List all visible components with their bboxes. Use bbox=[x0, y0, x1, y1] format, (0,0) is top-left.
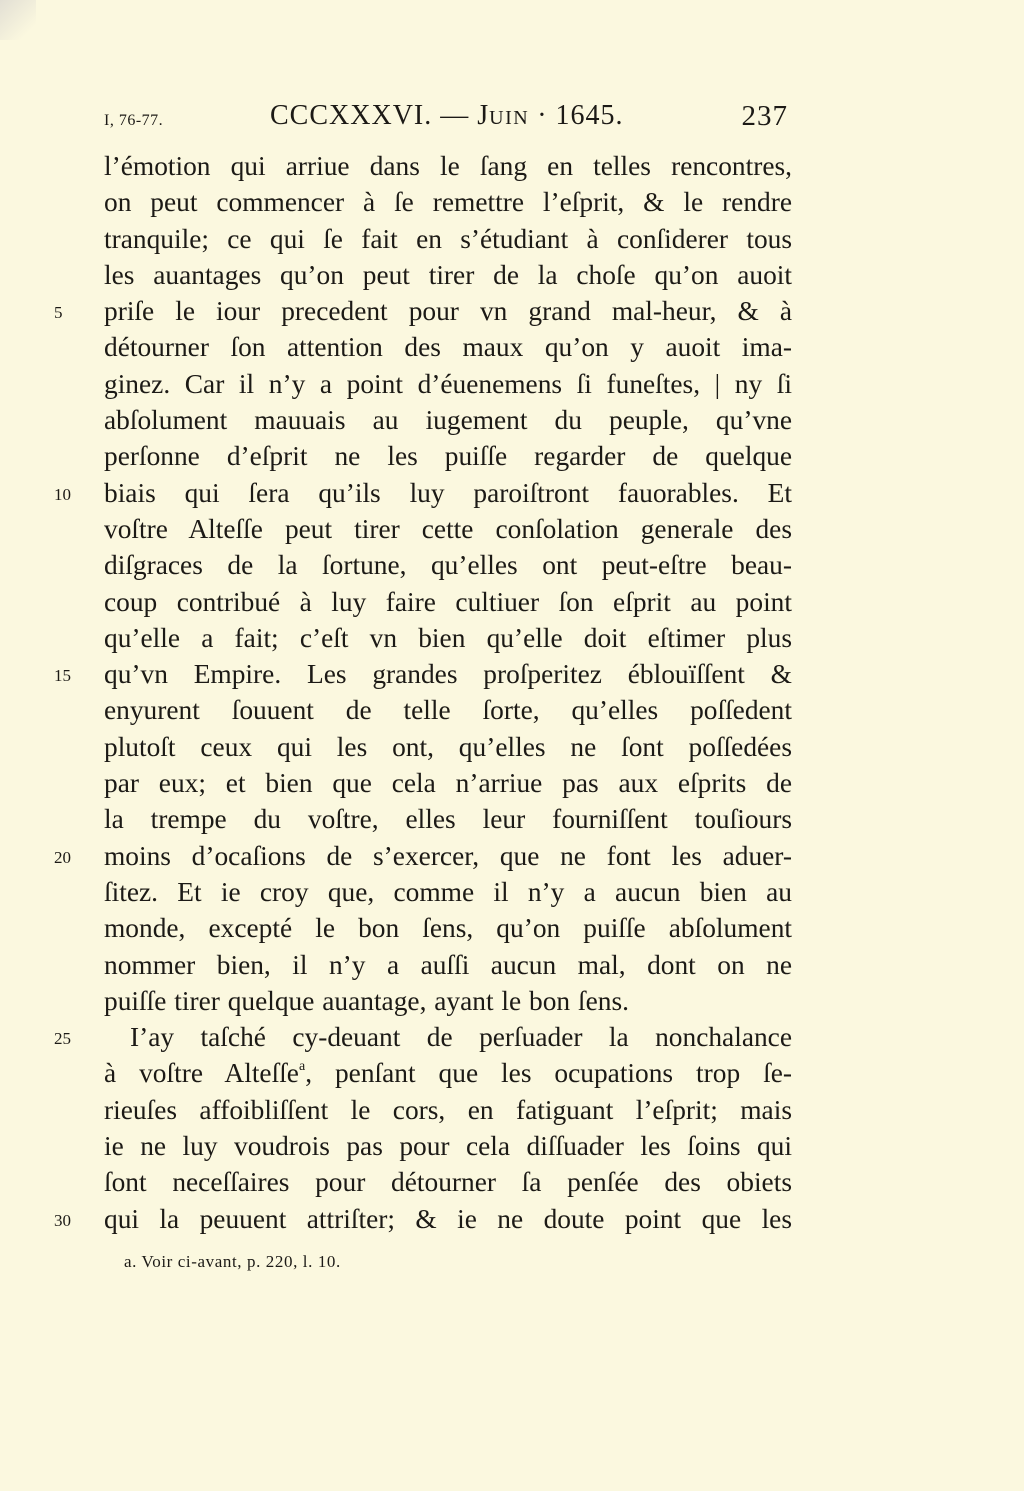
text-line bbox=[104, 1164, 792, 1200]
line-text: l’émotion qui arriue dans le ſang en telles rencontres, bbox=[104, 151, 792, 181]
line-text: tranquile; ce qui ſe fait en s’étudiant à conſiderer tous bbox=[104, 223, 792, 254]
body-text bbox=[54, 148, 792, 1237]
line-text: moins d’ocaſions de s’exercer, que ne font les aduer- bbox=[104, 840, 792, 871]
text-line bbox=[104, 983, 792, 1019]
text-line bbox=[104, 257, 792, 293]
source-reference: I, 76-77. bbox=[104, 112, 164, 129]
text-line bbox=[104, 801, 792, 837]
text-line bbox=[104, 1092, 792, 1128]
line-text: qu’vn Empire. Les grandes proſperitez éblouïſſent & bbox=[104, 659, 792, 690]
text-line bbox=[104, 511, 792, 547]
text-line bbox=[104, 366, 792, 402]
text-line bbox=[104, 692, 792, 728]
text-line bbox=[104, 1128, 792, 1164]
text-line bbox=[54, 475, 792, 511]
text-line bbox=[104, 620, 792, 656]
line-text: détourner ſon attention des maux qu’on y auoit ima- bbox=[104, 332, 792, 363]
text-line bbox=[104, 947, 792, 983]
text-line bbox=[104, 402, 792, 438]
text-line bbox=[104, 729, 792, 765]
text-line bbox=[104, 438, 792, 474]
text-line bbox=[104, 547, 792, 583]
line-text: biais qui ſera qu’ils luy paroiſtront fauorables. Et bbox=[104, 477, 792, 508]
line-text: plutoſt ceux qui les ont, qu’elles ne ſont poſſedées bbox=[104, 731, 792, 762]
line-text: nommer bien, il n’y a auſſi aucun mal, dont on ne bbox=[104, 949, 792, 980]
text-line bbox=[104, 221, 792, 257]
text-line bbox=[54, 838, 792, 874]
line-number: 15 bbox=[54, 666, 71, 686]
text-line bbox=[104, 874, 792, 910]
line-text: abſolument mauuais au iugement du peuple, qu’vne bbox=[104, 405, 792, 436]
line-text: diſgraces de la ſortune, qu’elles ont peut-eſtre beau- bbox=[104, 550, 792, 581]
line-text: à voſtre Alteſſe bbox=[104, 1058, 299, 1089]
text-line bbox=[104, 148, 792, 184]
line-text: ſont neceſſaires pour détourner ſa penſée des obiets bbox=[104, 1167, 792, 1198]
line-number: 10 bbox=[54, 484, 71, 504]
line-text: ſitez. Et ie croy que, comme il n’y a aucun bien au bbox=[104, 876, 792, 907]
line-text: puiſſe tirer quelque auantage, ayant le bon ſens. bbox=[104, 985, 629, 1016]
line-text: coup contribué à luy faire cultiuer ſon eſprit au point bbox=[104, 586, 792, 617]
page-number: 237 bbox=[741, 100, 788, 132]
line-number: 30 bbox=[54, 1210, 71, 1230]
line-number: 5 bbox=[54, 303, 63, 323]
letter-title bbox=[270, 100, 624, 132]
line-text: priſe le iour precedent pour vn grand mal-heur, & à bbox=[104, 296, 792, 327]
line-text: voſtre Alteſſe peut tirer cette conſolation generale des bbox=[104, 513, 792, 544]
footnote-marker: a bbox=[298, 1059, 306, 1075]
line-text: par eux; et bien que cela n’arriue pas aux eſprits de bbox=[104, 768, 792, 799]
text-line bbox=[54, 293, 792, 329]
line-text: enyurent ſouuent de telle ſorte, qu’elles poſſedent bbox=[104, 695, 792, 726]
text-line bbox=[54, 1201, 792, 1237]
text-line bbox=[104, 910, 792, 946]
letter-title-year: · 1645. bbox=[537, 100, 624, 131]
line-number: 25 bbox=[54, 1029, 71, 1049]
line-text: perſonne d’eſprit ne les puiſſe regarder de quelque bbox=[104, 441, 792, 472]
line-number: 20 bbox=[54, 847, 71, 867]
line-text: qu’elle a fait; c’eſt vn bien qu’elle doit eſtimer plus bbox=[104, 622, 792, 653]
line-text: monde, excepté le bon ſens, qu’on puiſſe abſolument bbox=[104, 913, 792, 944]
running-head bbox=[104, 100, 790, 140]
letter-title-main: CCCXXXVI. — J bbox=[270, 100, 490, 131]
line-text: rieuſes affoibliſſent le cors, en fatiguant l’eſprit; mais bbox=[104, 1094, 792, 1125]
text-line bbox=[104, 1055, 792, 1091]
line-text: on peut commencer à ſe remettre l’eſprit, & le rendre bbox=[104, 187, 792, 218]
line-text: qui la peuuent attriſter; & ie ne doute point que les bbox=[104, 1203, 792, 1234]
footnote: a. Voir ci-avant, p. 220, l. 10. bbox=[124, 1252, 341, 1271]
text-line bbox=[104, 184, 792, 220]
line-text-continued: , penſant que les ocupations trop ſe- bbox=[305, 1058, 792, 1089]
text-line bbox=[54, 656, 792, 692]
letter-title-month: UIN bbox=[489, 107, 530, 129]
line-text: la trempe du voſtre, elles leur fourniſſent touſiours bbox=[104, 804, 792, 835]
page-corner-shadow bbox=[0, 0, 36, 40]
line-text: I’ay taſché cy-deuant de perſuader la nonchalance bbox=[130, 1022, 792, 1053]
line-text: ginez. Car il n’y a point d’éuenemens ſi funeſtes, | ny ſi bbox=[104, 368, 792, 399]
line-text: ie ne luy voudrois pas pour cela diſſuader les ſoins qui bbox=[104, 1131, 792, 1162]
text-line bbox=[104, 584, 792, 620]
text-line bbox=[104, 329, 792, 365]
line-text: les auantages qu’on peut tirer de la choſe qu’on auoit bbox=[104, 259, 792, 290]
text-line bbox=[54, 1019, 792, 1055]
text-line bbox=[104, 765, 792, 801]
